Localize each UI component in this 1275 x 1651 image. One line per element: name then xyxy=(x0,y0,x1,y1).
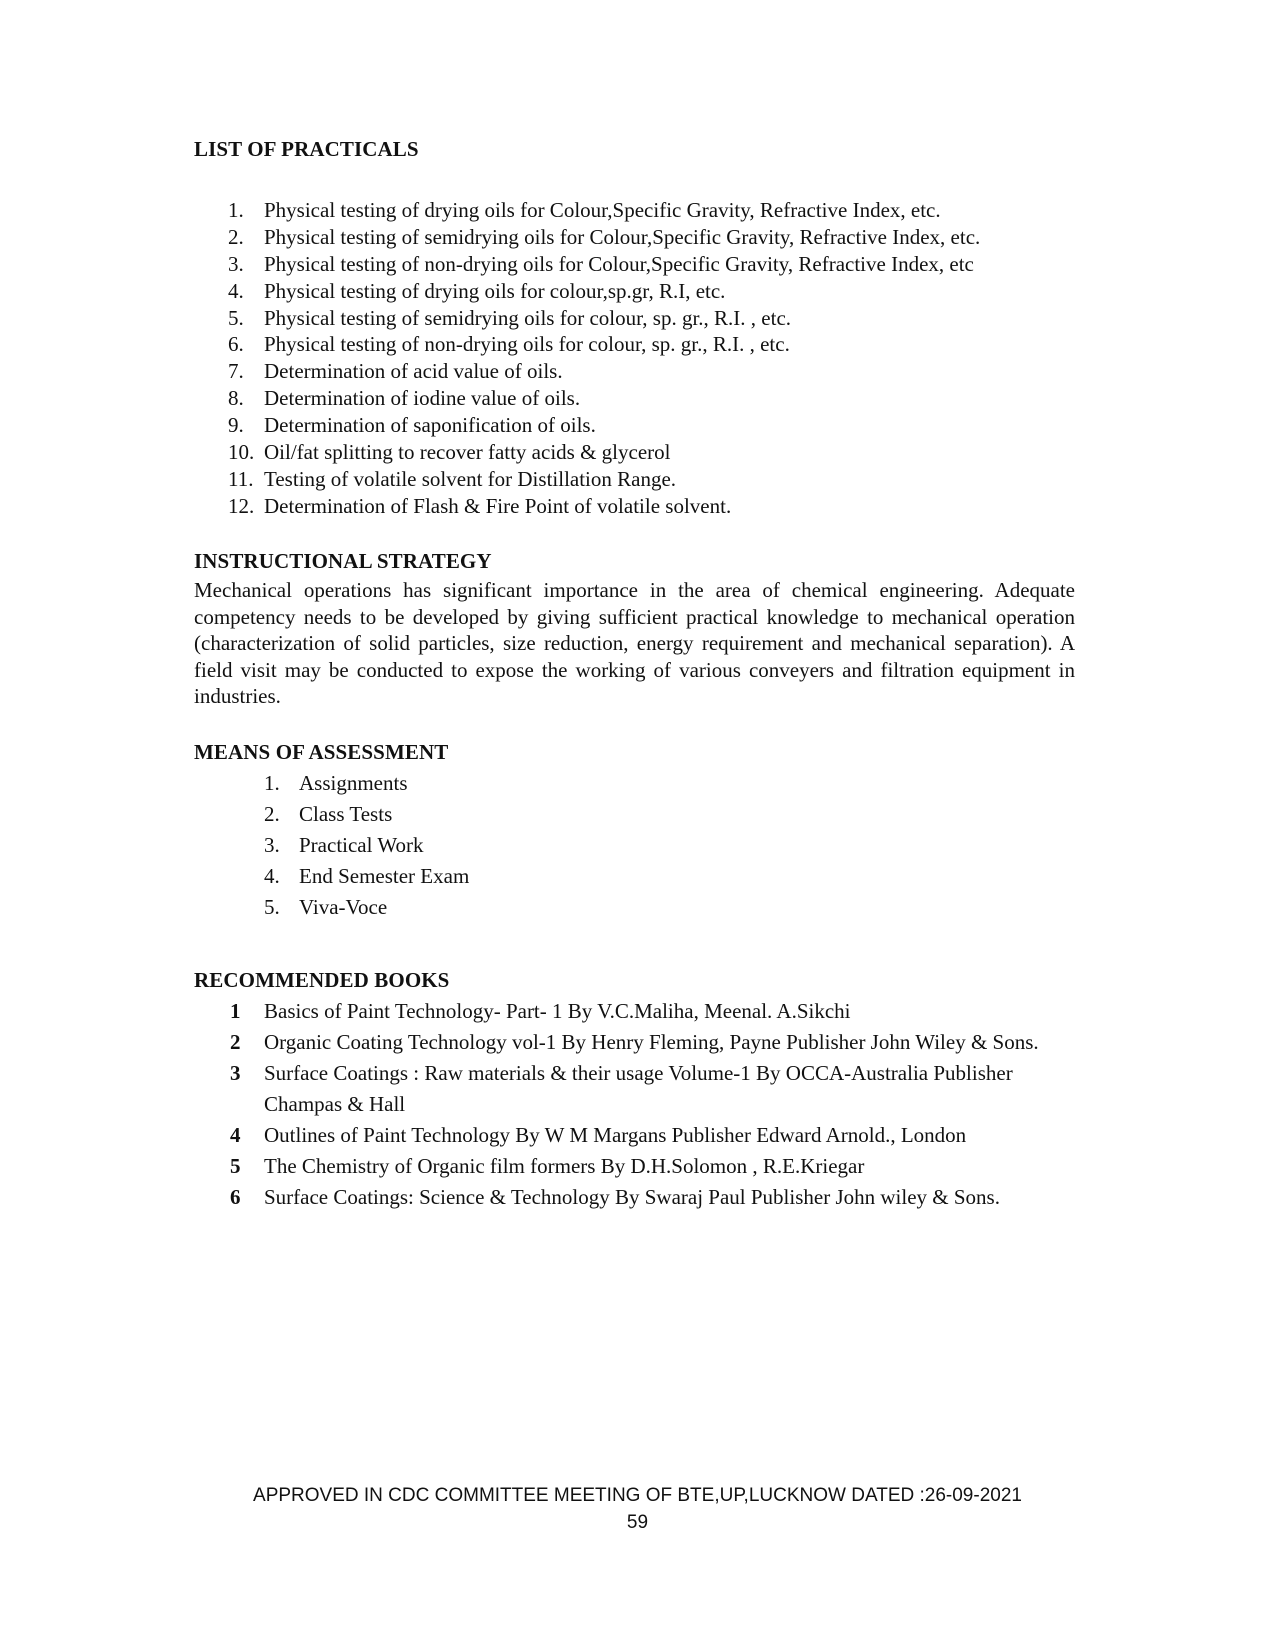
books-list xyxy=(194,996,1084,1213)
item-text: Surface Coatings : Raw materials & their usage Volume-1 By OCCA-Australia Publisher Champas & Hall xyxy=(264,1061,1013,1116)
list-item xyxy=(194,996,1084,1027)
practicals-heading: LIST OF PRACTICALS xyxy=(194,137,419,161)
item-text: Determination of acid value of oils. xyxy=(264,359,563,384)
item-text: End Semester Exam xyxy=(299,864,470,888)
item-number: 10. xyxy=(228,440,255,465)
item-number: 1. xyxy=(228,198,244,222)
item-number: 5. xyxy=(228,305,244,330)
item-number: 12. xyxy=(228,493,255,518)
assessment-heading: MEANS OF ASSESSMENT xyxy=(194,740,449,764)
item-text: Physical testing of semidrying oils for Colour,Specific Gravity, Refractive Index, etc. xyxy=(264,224,981,249)
item-number: 1. xyxy=(264,771,280,795)
list-item xyxy=(194,278,1094,305)
item-number: 5 xyxy=(230,1154,241,1178)
assessment-list xyxy=(194,768,794,923)
list-item xyxy=(194,439,1094,466)
item-number: 8. xyxy=(228,386,244,411)
item-number: 2. xyxy=(228,224,244,249)
books-heading: RECOMMENDED BOOKS xyxy=(194,968,450,992)
item-text: Class Tests xyxy=(299,802,393,826)
item-number: 6. xyxy=(228,332,244,357)
item-text: Practical Work xyxy=(299,833,424,857)
item-number: 6 xyxy=(230,1185,241,1209)
item-text: Organic Coating Technology vol-1 By Henry Fleming, Payne Publisher John Wiley & Sons. xyxy=(264,1030,1039,1054)
list-item xyxy=(194,1027,1084,1058)
approval-footer: APPROVED IN CDC COMMITTEE MEETING OF BTE,UP,LUCKNOW DATED :26-09-2021 xyxy=(253,1485,1022,1506)
item-number: 3 xyxy=(230,1061,241,1085)
list-item xyxy=(194,412,1094,439)
list-item xyxy=(194,830,794,861)
item-text: The Chemistry of Organic film formers By D.H.Solomon , R.E.Kriegar xyxy=(264,1154,865,1178)
list-item xyxy=(194,305,1094,332)
item-number: 1 xyxy=(230,999,241,1023)
list-item xyxy=(194,1182,1084,1213)
item-number: 4. xyxy=(264,864,280,888)
list-item xyxy=(194,197,1094,224)
list-item xyxy=(194,493,1094,520)
item-number: 3. xyxy=(228,251,244,276)
list-item xyxy=(194,251,1094,278)
item-text: Outlines of Paint Technology By W M Margans Publisher Edward Arnold., London xyxy=(264,1123,967,1147)
strategy-heading: INSTRUCTIONAL STRATEGY xyxy=(194,549,492,573)
item-text: Testing of volatile solvent for Distillation Range. xyxy=(264,466,677,491)
page-number: 59 xyxy=(626,1512,649,1533)
item-text: Determination of Flash & Fire Point of volatile solvent. xyxy=(264,493,732,518)
item-text: Determination of iodine value of oils. xyxy=(264,386,581,411)
list-item xyxy=(194,385,1094,412)
list-item xyxy=(194,799,794,830)
item-text: Assignments xyxy=(299,771,408,795)
item-number: 3. xyxy=(264,833,280,857)
item-text: Viva-Voce xyxy=(299,895,388,919)
item-text: Basics of Paint Technology- Part- 1 By V.C.Maliha, Meenal. A.Sikchi xyxy=(264,999,851,1023)
list-item xyxy=(194,1058,1084,1120)
list-item xyxy=(194,358,1094,385)
item-text: Physical testing of semidrying oils for colour, sp. gr., R.I. , etc. xyxy=(264,305,792,330)
list-item xyxy=(194,466,1094,493)
list-item xyxy=(194,331,1094,358)
item-text: Surface Coatings: Science & Technology By Swaraj Paul Publisher John wiley & Sons. xyxy=(264,1185,1000,1209)
list-item xyxy=(194,1151,1084,1182)
item-text: Oil/fat splitting to recover fatty acids & glycerol xyxy=(264,440,671,465)
item-text: Physical testing of drying oils for colour,sp.gr, R.I, etc. xyxy=(264,278,726,303)
list-item xyxy=(194,892,794,923)
strategy-paragraph: Mechanical operations has significant importance in the area of chemical engineering. Adequate competency needs to be developed by giving sufficient practical knowledge to mechanical operation (characterization of solid particles, size reduction, energy requirement and mechanical separation). A field visit may be conducted to expose the working of various conveyers and filtration equipment in industries. xyxy=(194,578,1075,709)
item-number: 2. xyxy=(264,802,280,826)
practicals-list xyxy=(194,197,1094,520)
item-number: 4 xyxy=(230,1123,241,1147)
item-number: 4. xyxy=(228,278,244,303)
list-item xyxy=(194,224,1094,251)
list-item xyxy=(194,861,794,892)
item-number: 9. xyxy=(228,413,244,438)
item-text: Physical testing of non-drying oils for colour, sp. gr., R.I. , etc. xyxy=(264,332,790,357)
item-text: Physical testing of non-drying oils for Colour,Specific Gravity, Refractive Index, etc xyxy=(264,251,974,276)
item-text: Determination of saponification of oils. xyxy=(264,413,596,438)
item-text: Physical testing of drying oils for Colour,Specific Gravity, Refractive Index, etc. xyxy=(264,198,941,222)
list-item xyxy=(194,768,794,799)
item-number: 2 xyxy=(230,1030,241,1054)
item-number: 11. xyxy=(228,466,254,491)
list-item xyxy=(194,1120,1084,1151)
item-number: 7. xyxy=(228,359,244,384)
item-number: 5. xyxy=(264,895,280,919)
